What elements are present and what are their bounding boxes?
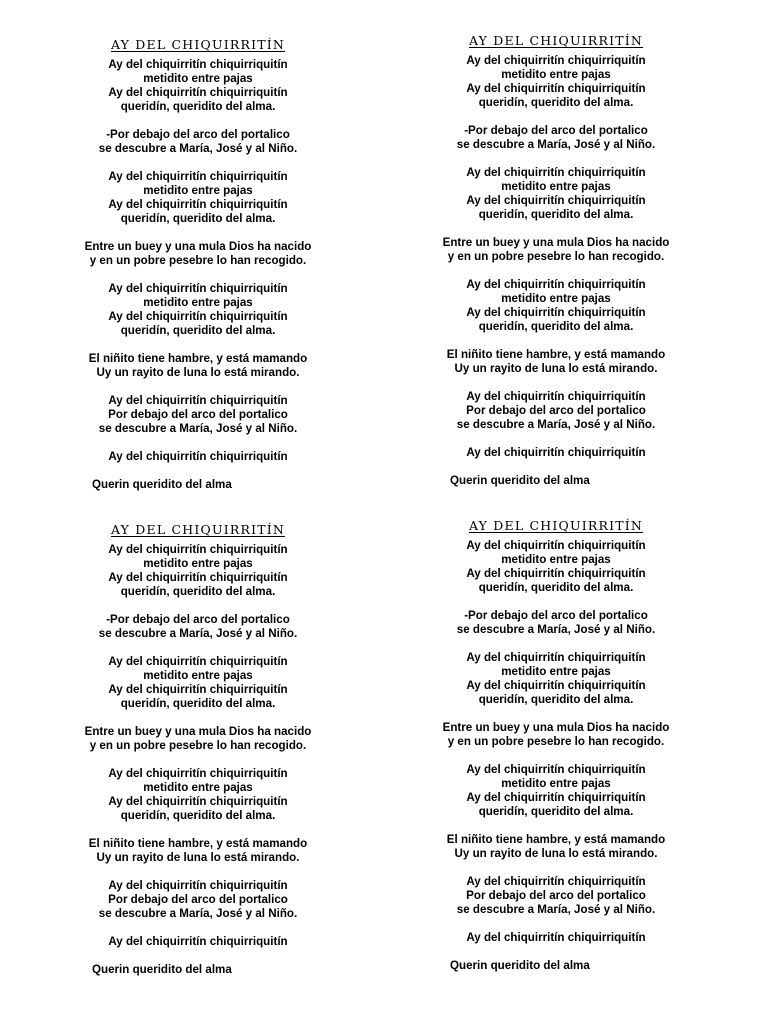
stanza-gap [406, 861, 706, 875]
lyric-line: Ay del chiquirritín chiquirriquitín [108, 571, 288, 584]
lyric-line: queridín, queridito del alma. [478, 208, 634, 221]
lyric-line: metidito entre pajas [501, 68, 611, 81]
lyrics-copy-bottom-left [48, 523, 348, 977]
lyric-line: Ay del chiquirritín chiquirriquitín [466, 763, 646, 776]
stanza-gap [48, 753, 348, 767]
lyric-line: Uy un rayito de luna lo está mirando. [454, 847, 658, 860]
stanza-gap [48, 226, 348, 240]
lyrics-body [48, 543, 348, 963]
lyric-line: Ay del chiquirritín chiquirriquitín [466, 539, 646, 552]
lyric-line: queridín, queridito del alma. [478, 693, 634, 706]
lyrics-copy-top-right [406, 34, 706, 488]
stanza-gap [48, 114, 348, 128]
lyric-line: Por debajo del arco del portalico [108, 408, 288, 421]
lyric-line: se descubre a María, José y al Niño. [456, 903, 656, 916]
stanza-gap [48, 380, 348, 394]
lyric-line: -Por debajo del arco del portalico [106, 613, 290, 626]
stanza-gap [406, 152, 706, 166]
closing-line: Querin queridito del alma [450, 474, 590, 487]
lyric-line: Uy un rayito de luna lo está mirando. [96, 851, 300, 864]
lyrics-body [406, 54, 706, 474]
stanza-gap [48, 865, 348, 879]
lyric-line: Por debajo del arco del portalico [108, 893, 288, 906]
lyric-line: Ay del chiquirritín chiquirriquitín [466, 194, 646, 207]
lyric-line: metidito entre pajas [501, 665, 611, 678]
stanza-gap [48, 949, 348, 963]
stanza-gap [406, 707, 706, 721]
song-title: AY DEL CHIQUIRRITÍN [468, 518, 644, 533]
lyric-line: metidito entre pajas [501, 180, 611, 193]
lyric-line: queridín, queridito del alma. [120, 324, 276, 337]
lyric-line: Ay del chiquirritín chiquirriquitín [466, 278, 646, 291]
lyric-line: Ay del chiquirritín chiquirriquitín [466, 390, 646, 403]
closing-line: Querin queridito del alma [450, 959, 590, 972]
lyric-line: -Por debajo del arco del portalico [464, 609, 648, 622]
lyric-line: se descubre a María, José y al Niño. [456, 418, 656, 431]
stanza-gap [406, 637, 706, 651]
lyric-line: Uy un rayito de luna lo está mirando. [454, 362, 658, 375]
lyric-line: metidito entre pajas [143, 557, 253, 570]
stanza-gap [406, 945, 706, 959]
lyric-line: Ay del chiquirritín chiquirriquitín [108, 86, 288, 99]
song-title: AY DEL CHIQUIRRITÍN [468, 33, 644, 48]
lyric-line: El niñito tiene hambre, y está mamando [88, 352, 308, 365]
lyric-line: Ay del chiquirritín chiquirriquitín [466, 679, 646, 692]
lyric-line: El niñito tiene hambre, y está mamando [88, 837, 308, 850]
lyric-line: y en un pobre pesebre lo han recogido. [89, 739, 307, 752]
lyric-line: Ay del chiquirritín chiquirriquitín [466, 567, 646, 580]
lyric-line: y en un pobre pesebre lo han recogido. [447, 250, 665, 263]
lyric-line: queridín, queridito del alma. [478, 805, 634, 818]
stanza-gap [406, 432, 706, 446]
stanza-gap [48, 921, 348, 935]
lyric-line: Ay del chiquirritín chiquirriquitín [108, 655, 288, 668]
stanza-gap [48, 436, 348, 450]
lyric-line: metidito entre pajas [143, 296, 253, 309]
stanza-gap [48, 599, 348, 613]
stanza-gap [406, 749, 706, 763]
lyric-line: Ay del chiquirritín chiquirriquitín [466, 306, 646, 319]
lyric-line: se descubre a María, José y al Niño. [456, 623, 656, 636]
lyric-line: Ay del chiquirritín chiquirriquitín [108, 683, 288, 696]
lyric-line: Entre un buey y una mula Dios ha nacido [84, 240, 312, 253]
stanza-gap [48, 641, 348, 655]
lyric-line: Ay del chiquirritín chiquirriquitín [108, 935, 288, 948]
lyric-line: se descubre a María, José y al Niño. [456, 138, 656, 151]
stanza-gap [406, 334, 706, 348]
lyric-line: Ay del chiquirritín chiquirriquitín [108, 879, 288, 892]
lyric-line: metidito entre pajas [501, 292, 611, 305]
lyric-line: y en un pobre pesebre lo han recogido. [89, 254, 307, 267]
stanza-gap [48, 268, 348, 282]
lyric-line: Por debajo del arco del portalico [466, 404, 646, 417]
lyric-line: Ay del chiquirritín chiquirriquitín [466, 791, 646, 804]
lyric-line: Ay del chiquirritín chiquirriquitín [466, 82, 646, 95]
lyric-line: El niñito tiene hambre, y está mamando [446, 833, 666, 846]
lyric-line: Por debajo del arco del portalico [466, 889, 646, 902]
stanza-gap [406, 595, 706, 609]
lyric-line: metidito entre pajas [143, 72, 253, 85]
lyric-line: Ay del chiquirritín chiquirriquitín [466, 446, 646, 459]
lyric-line: se descubre a María, José y al Niño. [98, 627, 298, 640]
lyric-line: Ay del chiquirritín chiquirriquitín [108, 198, 288, 211]
lyric-line: queridín, queridito del alma. [120, 100, 276, 113]
lyric-line: queridín, queridito del alma. [478, 320, 634, 333]
lyric-line: Entre un buey y una mula Dios ha nacido [84, 725, 312, 738]
closing-line: Querin queridito del alma [92, 478, 232, 491]
stanza-gap [48, 464, 348, 478]
lyric-line: queridín, queridito del alma. [120, 809, 276, 822]
lyric-line: Ay del chiquirritín chiquirriquitín [108, 394, 288, 407]
lyric-line: queridín, queridito del alma. [120, 585, 276, 598]
lyrics-copy-bottom-right [406, 519, 706, 973]
lyric-line: queridín, queridito del alma. [120, 697, 276, 710]
lyric-line: Ay del chiquirritín chiquirriquitín [108, 282, 288, 295]
lyric-line: y en un pobre pesebre lo han recogido. [447, 735, 665, 748]
lyrics-copy-top-left [48, 38, 348, 492]
lyrics-body [48, 58, 348, 478]
lyric-line: queridín, queridito del alma. [478, 96, 634, 109]
lyric-line: se descubre a María, José y al Niño. [98, 422, 298, 435]
lyric-line: se descubre a María, José y al Niño. [98, 907, 298, 920]
lyric-line: Ay del chiquirritín chiquirriquitín [466, 875, 646, 888]
closing-line: Querin queridito del alma [92, 963, 232, 976]
lyric-line: metidito entre pajas [143, 184, 253, 197]
stanza-gap [48, 156, 348, 170]
lyric-line: metidito entre pajas [501, 553, 611, 566]
lyric-line: -Por debajo del arco del portalico [464, 124, 648, 137]
stanza-gap [406, 222, 706, 236]
lyric-line: Ay del chiquirritín chiquirriquitín [466, 54, 646, 67]
song-title: AY DEL CHIQUIRRITÍN [110, 522, 286, 537]
stanza-gap [406, 376, 706, 390]
lyric-line: Ay del chiquirritín chiquirriquitín [466, 651, 646, 664]
stanza-gap [406, 264, 706, 278]
lyric-line: Ay del chiquirritín chiquirriquitín [108, 58, 288, 71]
lyric-line: Ay del chiquirritín chiquirriquitín [466, 931, 646, 944]
lyric-line: metidito entre pajas [143, 781, 253, 794]
lyric-line: Ay del chiquirritín chiquirriquitín [466, 166, 646, 179]
stanza-gap [48, 711, 348, 725]
stanza-gap [406, 460, 706, 474]
lyric-line: Ay del chiquirritín chiquirriquitín [108, 450, 288, 463]
lyric-line: Ay del chiquirritín chiquirriquitín [108, 310, 288, 323]
stanza-gap [48, 338, 348, 352]
lyric-line: Ay del chiquirritín chiquirriquitín [108, 767, 288, 780]
lyric-line: metidito entre pajas [143, 669, 253, 682]
lyric-line: Entre un buey y una mula Dios ha nacido [442, 721, 670, 734]
stanza-gap [48, 823, 348, 837]
lyric-line: El niñito tiene hambre, y está mamando [446, 348, 666, 361]
lyric-line: Ay del chiquirritín chiquirriquitín [108, 795, 288, 808]
song-title: AY DEL CHIQUIRRITÍN [110, 37, 286, 52]
lyric-line: queridín, queridito del alma. [120, 212, 276, 225]
lyric-line: metidito entre pajas [501, 777, 611, 790]
lyric-line: Entre un buey y una mula Dios ha nacido [442, 236, 670, 249]
stanza-gap [406, 917, 706, 931]
lyric-line: Uy un rayito de luna lo está mirando. [96, 366, 300, 379]
stanza-gap [406, 819, 706, 833]
stanza-gap [406, 110, 706, 124]
lyrics-body [406, 539, 706, 959]
lyric-line: -Por debajo del arco del portalico [106, 128, 290, 141]
lyric-line: Ay del chiquirritín chiquirriquitín [108, 543, 288, 556]
lyric-line: Ay del chiquirritín chiquirriquitín [108, 170, 288, 183]
lyric-line: queridín, queridito del alma. [478, 581, 634, 594]
lyric-line: se descubre a María, José y al Niño. [98, 142, 298, 155]
